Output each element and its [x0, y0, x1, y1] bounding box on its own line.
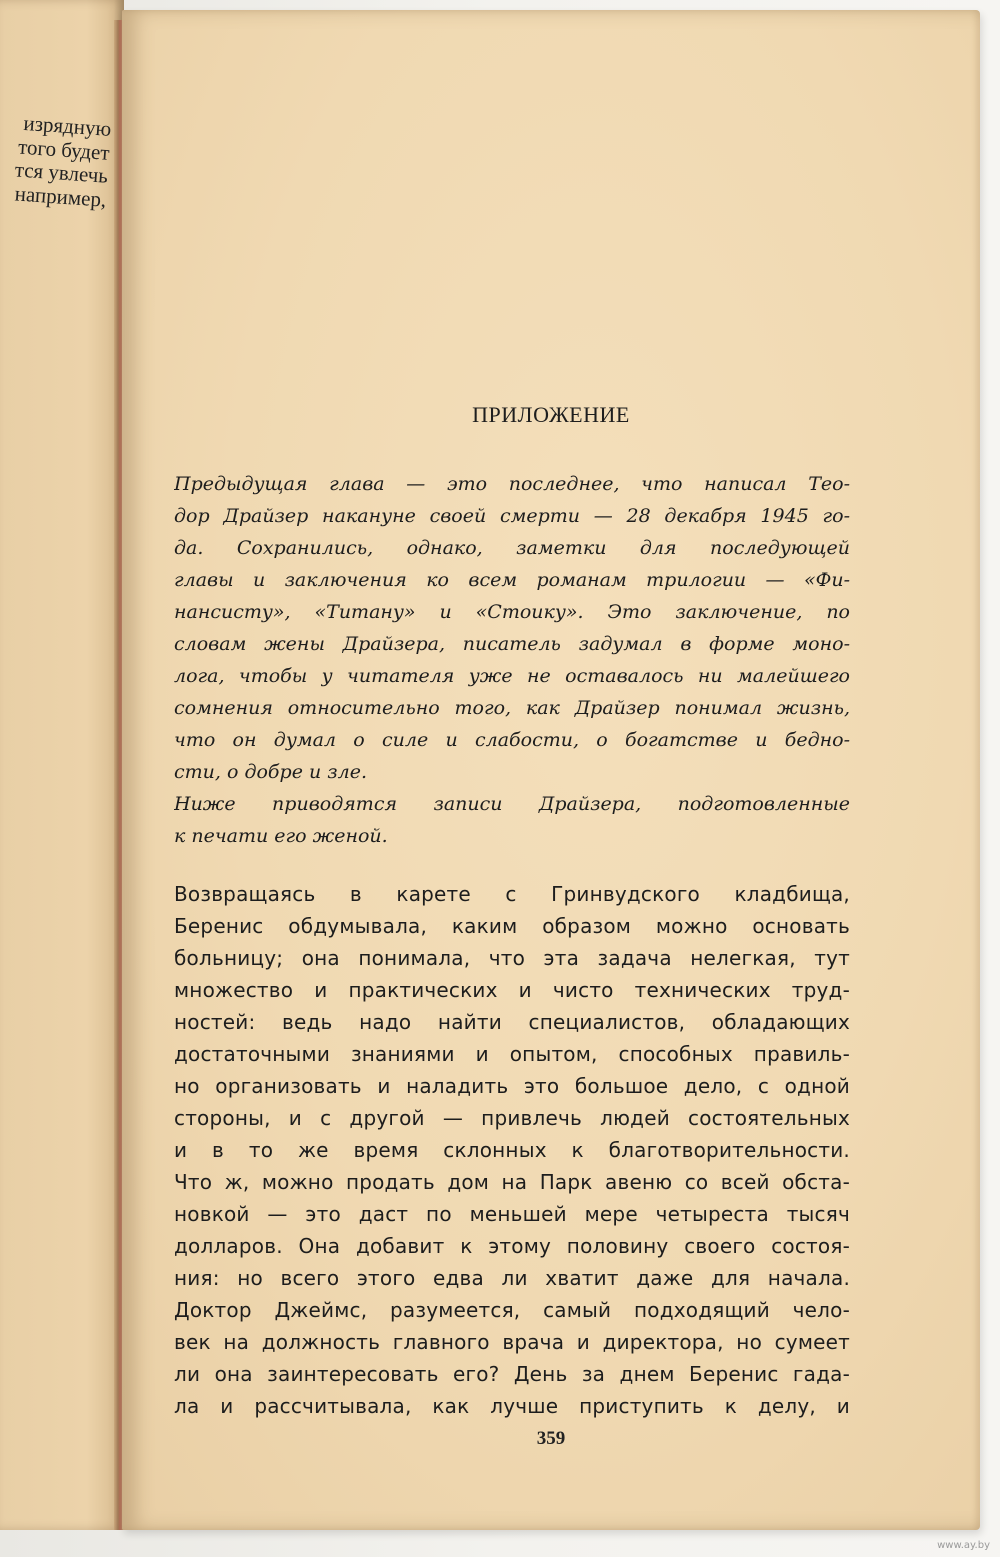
body-line: ли она заинтересовать его? День за днем Беренис гада- [174, 1362, 850, 1386]
body-line: век на должность главного врача и директора, но сумеет [174, 1330, 850, 1354]
page-number: 359 [536, 1428, 566, 1449]
body-line: Что ж, можно продать дом на Парк авеню со всей обста- [174, 1170, 850, 1194]
body-line: ла и рассчитывала, как лучше приступить к делу, и [174, 1394, 850, 1418]
right-page [122, 10, 980, 1530]
body-line: стороны, и с другой — привлечь людей состоятельных [174, 1106, 850, 1130]
left-page-text [0, 110, 112, 212]
italic-line: да. Сохранились, однако, заметки для последующей [174, 537, 850, 559]
body-line: больницу; она понимала, что эта задача нелегкая, тут [174, 946, 850, 970]
body-line: долларов. Она добавит к этому половину своего состоя- [174, 1234, 850, 1258]
watermark: www.ay.by [937, 1540, 990, 1551]
body-line: Возвращаясь в карете с Гринвудского кладбища, [174, 882, 850, 906]
body-line: достаточными знаниями и опытом, способных правиль- [174, 1042, 850, 1066]
italic-line: главы и заключения ко всем романам трилогии — «Фи- [174, 569, 850, 591]
body-line: множество и практических и чисто технических труд- [174, 978, 850, 1002]
page-heading: ПРИЛОЖЕНИЕ [472, 402, 630, 427]
left-page-line: тся увлечь [14, 157, 109, 188]
left-page-line: того будет [17, 134, 111, 165]
italic-line: нансисту», «Титану» и «Стоику». Это заключение, по [174, 601, 850, 623]
body-line: но организовать и наладить это большое дело, с одной [174, 1074, 850, 1098]
body-line: новкой — это даст по меньшей мере четыреста тысяч [174, 1202, 850, 1226]
body-line: ностей: ведь надо найти специалистов, обладающих [174, 1010, 850, 1034]
italic-line: дор Драйзер накануне своей смерти — 28 декабря 1945 го- [174, 505, 850, 527]
body-line: Беренис обдумывала, каким образом можно основать [174, 914, 850, 938]
italic-line: Ниже приводятся записи Драйзера, подготовленные [174, 793, 850, 815]
italic-line: Предыдущая глава — это последнее, что написал Тео- [174, 473, 850, 495]
body-line: и в то же время склонных к благотворительности. [174, 1138, 850, 1162]
left-page-line: например, [14, 180, 108, 212]
left-page [0, 0, 124, 1530]
body-line: ния: но всего этого едва ли хватит даже для начала. [174, 1266, 850, 1290]
italic-line: сомнения относительно того, как Драйзер понимал жизнь, [174, 697, 850, 719]
italic-line: к печати его женой. [174, 825, 388, 847]
italic-line: словам жены Драйзера, писатель задумал в форме моно- [174, 633, 850, 655]
body-line: Доктор Джеймс, разумеется, самый подходящий чело- [174, 1298, 850, 1322]
italic-line: сти, о добре и зле. [174, 761, 367, 783]
left-page-line: изрядную [22, 110, 112, 141]
italic-line: что он думал о силе и слабости, о богатстве и бедно- [174, 729, 850, 751]
italic-line: лога, чтобы у читателя уже не оставалось ни малейшего [174, 665, 850, 687]
